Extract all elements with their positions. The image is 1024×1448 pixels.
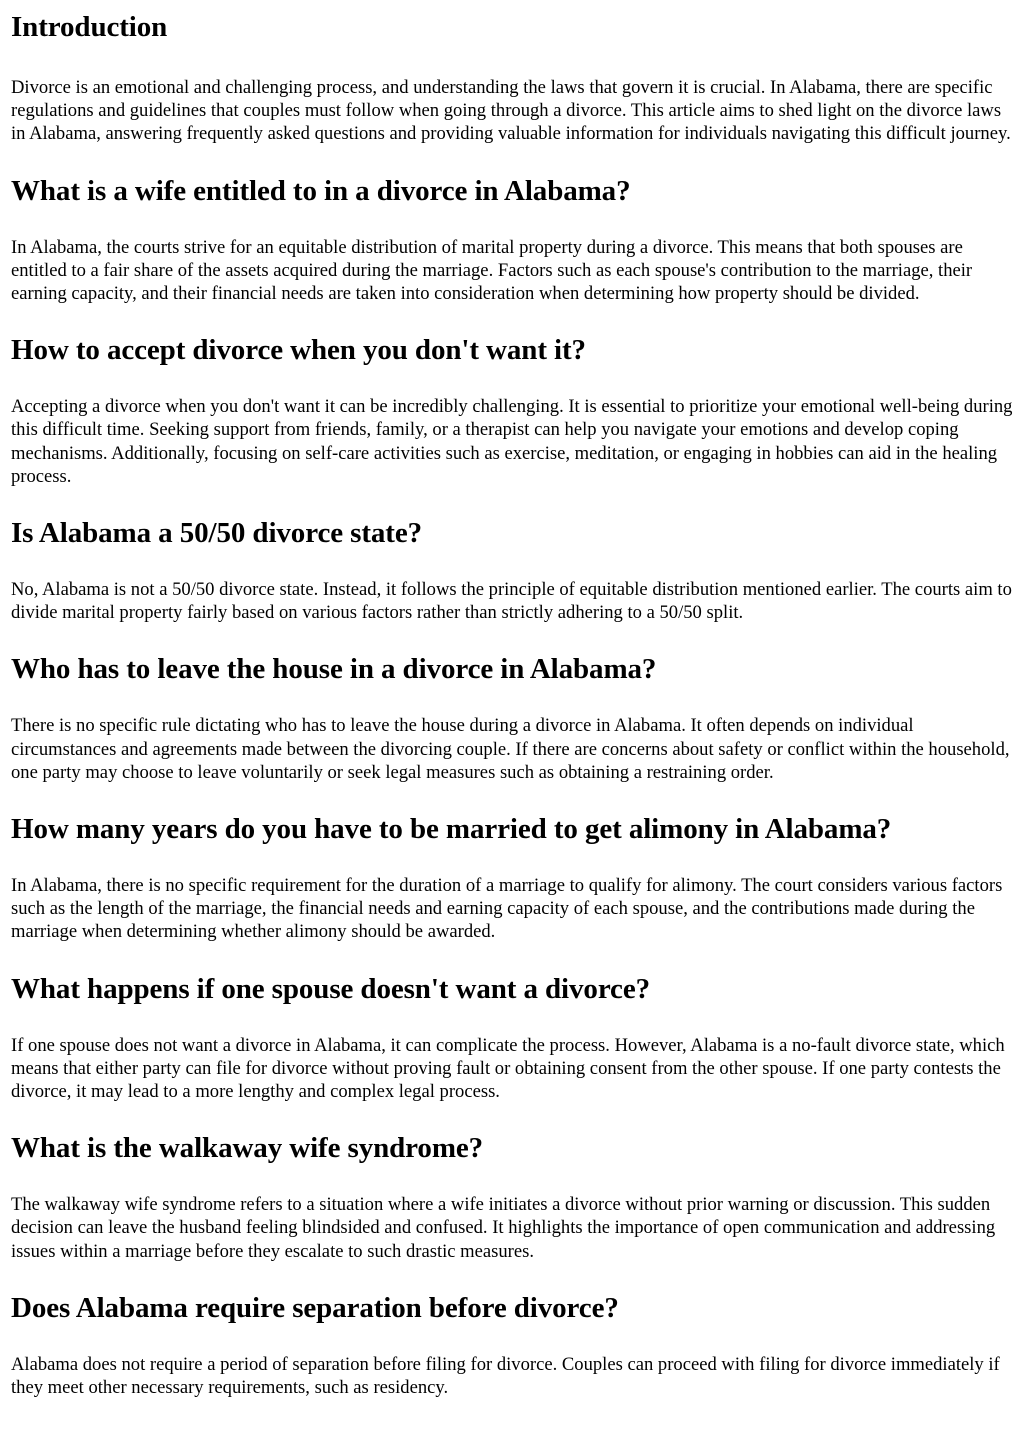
section-spouse-refuses <box>11 972 1014 1104</box>
section-body: The walkaway wife syndrome refers to a situation where a wife initiates a divorce without prior warning or discussion. This sudden decision can leave the husband feeling blindsided and confused. It highlights the importance of open communication and addressing issues within a marriage before they escalate to such drastic measures. <box>11 1194 996 1262</box>
section-body: No, Alabama is not a 50/50 divorce state. Instead, it follows the principle of equitable distribution mentioned earlier. The courts aim to divide marital property fairly based on various factors rather than strictly adhering to a 50/50 split. <box>11 579 1012 624</box>
section-heading: Is Alabama a 50/50 divorce state? <box>11 517 423 550</box>
section-heading: Introduction <box>11 11 168 43</box>
section-wife-entitled <box>11 174 1014 306</box>
section-body: Alabama does not require a period of separation before filing for divorce. Couples can proceed with filing for divorce immediately if they meet other necessary requirements, such as residency. <box>11 1353 1000 1399</box>
section-heading: Does Alabama require separation before divorce? <box>11 1291 619 1324</box>
section-walkaway-wife <box>11 1131 1014 1263</box>
section-body: Divorce is an emotional and challenging process, and understanding the laws that govern it is crucial. In Alabama, there are specific regulations and guidelines that couples must follow when going through a divorce. This article aims to shed light on the divorce laws in Alabama, answering frequently asked questions and providing valuable information for individuals navigating this difficult journey. <box>11 77 1011 145</box>
section-heading: What is the walkaway wife syndrome? <box>11 1132 484 1165</box>
section-body: There is no specific rule dictating who has to leave the house during a divorce in Alabama. It often depends on individual circumstances and agreements made between the divorcing couple. If there are concerns about safety or conflict within the household, one party may choose to leave voluntarily or seek legal measures such as obtaining a restraining order. <box>11 715 1010 783</box>
section-leave-house <box>11 652 1014 784</box>
section-separation <box>11 1291 1014 1399</box>
section-heading: How to accept divorce when you don't want it? <box>11 334 586 367</box>
section-introduction <box>11 0 1014 146</box>
section-heading: What is a wife entitled to in a divorce in Alabama? <box>11 174 631 207</box>
section-body: If one spouse does not want a divorce in Alabama, it can complicate the process. However, Alabama is a no-fault divorce state, which means that either party can file for divorce without proving fault or obtaining consent from the other spouse. If one party contests the divorce, it may lead to a more lengthy and complex legal process. <box>11 1034 1005 1103</box>
section-alimony-years <box>11 812 1014 944</box>
section-heading: How many years do you have to be married to get alimony in Alabama? <box>11 813 892 846</box>
section-body: In Alabama, the courts strive for an equitable distribution of marital property during a divorce. This means that both spouses are entitled to a fair share of the assets acquired during the marriage. Factors such as each spouse's contribution to the marriage, their earning capacity, and their financial needs are taken into consideration when determining how property should be divided. <box>11 236 973 305</box>
section-heading: Who has to leave the house in a divorce in Alabama? <box>11 653 657 686</box>
section-heading: What happens if one spouse doesn't want a divorce? <box>11 972 651 1005</box>
section-body: Accepting a divorce when you don't want it can be incredibly challenging. It is essential to prioritize your emotional well-being during this difficult time. Seeking support from friends, family, or a therapist can help you navigate your emotions and develop coping mechanisms. Additionally, focusing on self-care activities such as exercise, meditation, or engaging in hobbies can aid in the healing process. <box>11 396 1013 487</box>
section-accept-divorce <box>11 333 1014 488</box>
section-fifty-fifty <box>11 516 1014 624</box>
section-body: In Alabama, there is no specific requirement for the duration of a marriage to qualify for alimony. The court considers various factors such as the length of the marriage, the financial needs and earning capacity of each spouse, and the contributions made during the marriage when determining whether alimony should be awarded. <box>11 875 1003 943</box>
